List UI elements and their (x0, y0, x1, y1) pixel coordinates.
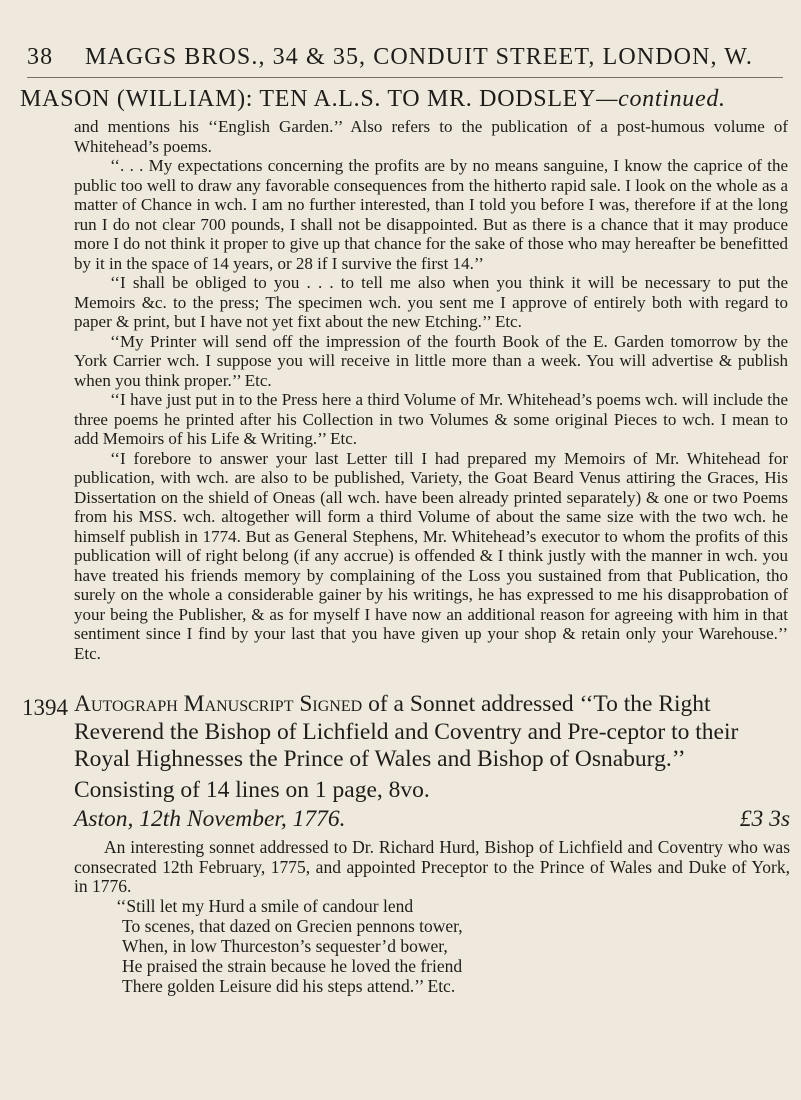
lot-dateline (74, 806, 790, 833)
paragraph: ‘‘I forebore to answer your last Letter till I had prepared my Memoirs of Mr. Whitehead for publication, with wch. are also to be published, Variety, the Goat Beard Venus attiring the Graces, His Dissertation on the shield of Oneas (all wch. have been already printed separately) & one or two Poems from his MSS. wch. altogether will form a third Volume of about the same size with the two wch. he himself publish in 1774. But as General Stephens, Mr. Whitehead’s executor to whom the profits of this publication will of right belong (if any accrue) is offended & I think justly with the manner in wch. you have treated his friends memory by complaining of the Loss you sustained from that Publication, tho surely on the whole a considerable gainer by his writings, he has expressed to me his disapprobation of your being the Publisher, & as for myself I have now an additional reason for agreeing with him in that sentiment since I find by your last that you have given up your shop & retain only your Warehouse.’’ Etc. (74, 448, 788, 663)
lot-title-rest: of a Sonnet addressed ‘‘To the Right Reverend the Bishop of Lichfield and Coventry and Pre-ceptor to their Royal Highnesses the Prince of Wales and Bishop of Osnaburg.’’ (74, 691, 739, 772)
lot-note (74, 838, 790, 897)
paragraph: ‘‘. . . My expectations concerning the profits are by no means sanguine, I know the caprice of the public too well to draw any favorable consequences from the hitherto rapid sale. I look on the whole as a matter of Chance in wch. I am no further interested, than I told you before I was, therefore if at the long run I do not clear 700 pounds, I shall not be disappointed. But as there is a chance that it may produce more I do not think it proper to give up that chance for the sake of those who may hereafter be benefitted by it in the space of 14 years, or 28 if I survive the first 14.’’ (74, 156, 788, 273)
note-paragraph: An interesting sonnet addressed to Dr. Richard Hurd, Bishop of Lichfield and Coventry who was consecrated 12th February, 1775, and appointed Preceptor to the Prince of Wales and Duke of York, in 1776. (74, 837, 790, 896)
lot-number: 1394 (22, 695, 68, 720)
poem-line: ‘‘Still let my Hurd a smile of candour lend (116, 896, 414, 916)
paragraph: ‘‘I shall be obliged to you . . . to tell me also when you think it will be necessary to put the Memoirs &c. to the press; The specimen wch. you sent me I approve of entirely both with regard to paper & print, but I have not yet fixt about the new Etching.’’ Etc. (74, 273, 788, 331)
letter-extracts (74, 117, 788, 663)
entry-heading (20, 86, 790, 113)
lot-title-smallcaps: Autograph Manuscript Signed (74, 691, 363, 717)
poem-line: He praised the strain because he loved the friend (122, 956, 463, 976)
paragraph: and mentions his ‘‘English Garden.’’ Also refers to the publication of a post-humous volume of Whitehead’s poems. (74, 117, 788, 156)
entry-heading-text: MASON (WILLIAM): TEN A.L.S. TO MR. DODSLEY (20, 86, 597, 112)
sonnet-excerpt (116, 896, 796, 996)
lot-price: £3 3s (739, 806, 790, 832)
paragraph: ‘‘I have just put in to the Press here a third Volume of Mr. Whitehead’s poems wch. will include the three poems he printed after his Collection in two Volumes & some original Pieces to wch. I mean to add Memoirs of his Life & Writing.’’ Etc. (74, 390, 788, 448)
date-place: Aston, 12th November, 1776. (74, 806, 346, 832)
lot-title (74, 691, 790, 774)
poem-line: There golden Leisure did his steps attend.’’ Etc. (122, 976, 456, 996)
continued-label: —continued. (596, 86, 726, 112)
lot-extent: Consisting of 14 lines on 1 page, 8vo. (74, 777, 430, 803)
publisher-address: MAGGS BROS., 34 & 35, CONDUIT STREET, LONDON, W. (85, 44, 753, 70)
header-rule (27, 77, 783, 78)
poem-line: To scenes, that dazed on Grecien pennons tower, (122, 916, 463, 936)
running-header (27, 44, 787, 71)
poem-line: When, in low Thurceston’s sequester’d bower, (122, 936, 448, 956)
page-number: 38 (27, 44, 54, 70)
paragraph: ‘‘My Printer will send off the impression of the fourth Book of the E. Garden tomorrow by the York Carrier wch. I suppose you will receive in little more than a week. You will advertise & publish when you think proper.’’ Etc. (74, 331, 788, 390)
